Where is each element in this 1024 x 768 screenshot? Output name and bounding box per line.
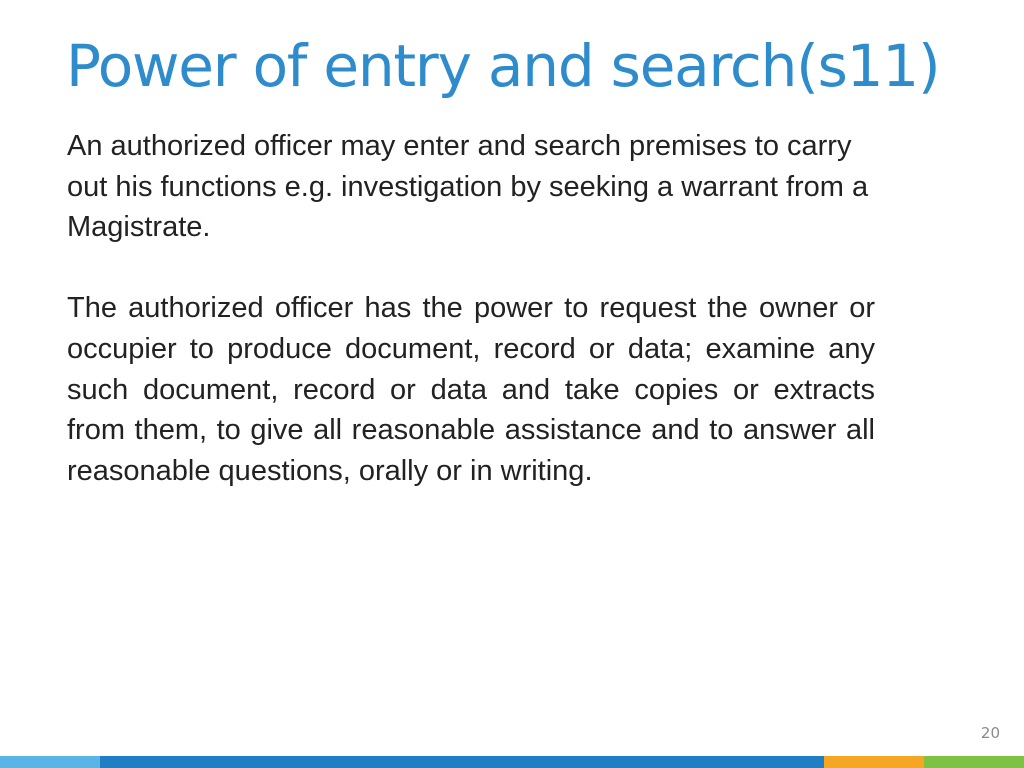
footer-segment-blue [100, 756, 824, 768]
body-paragraph-1: An authorized officer may enter and search premises to carry out his functions e.g. investigation by seeking a warrant from a Magistrate. [67, 130, 869, 244]
page-number: 20 [980, 724, 1000, 742]
footer-segment-orange [824, 756, 924, 768]
slide-body [67, 126, 875, 491]
slide-title: Power of entry and search(s11) [66, 32, 940, 100]
body-paragraph-2: The authorized officer has the power to request the owner or occupier to produce document, record or data; examine any such document, record or data and take copies or extracts from them, to give all reasonable assistance and to answer all reasonable questions, orally or in writing. [67, 292, 875, 487]
footer-segment-light-blue [0, 756, 100, 768]
footer-color-bar [0, 756, 1024, 768]
footer-segment-green [924, 756, 1024, 768]
